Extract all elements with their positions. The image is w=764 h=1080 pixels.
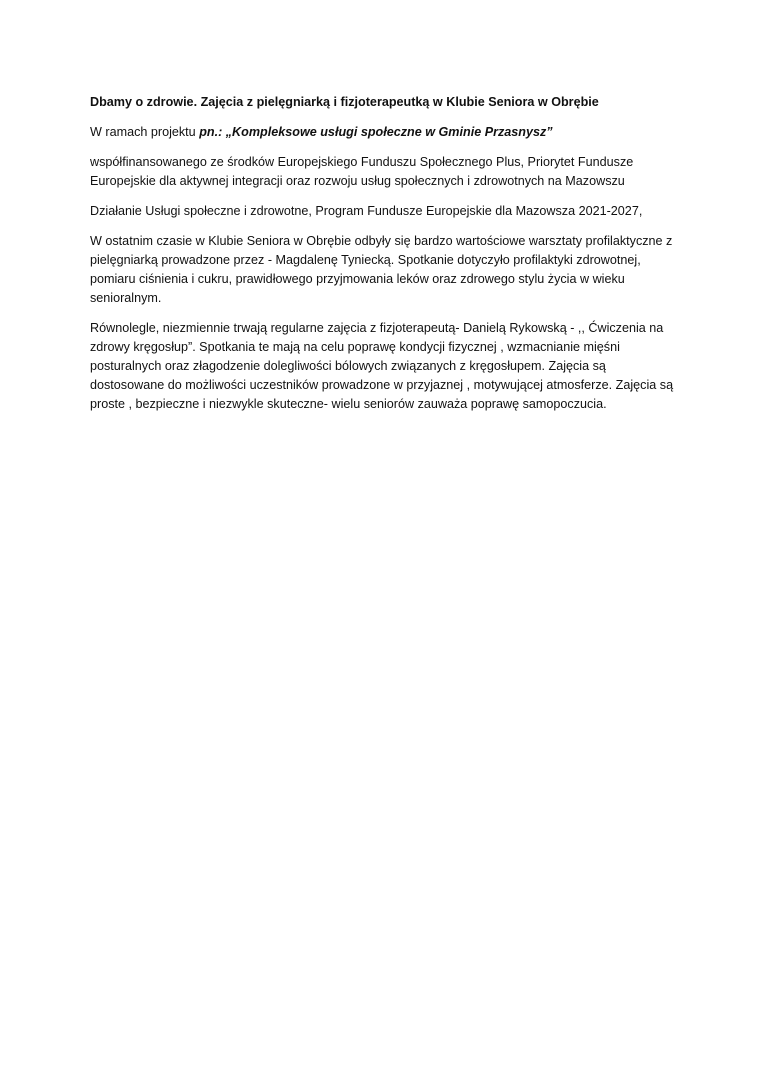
action-paragraph: Działanie Usługi społeczne i zdrowotne, Program Fundusze Europejskie dla Mazowsza 2021-2027, [90, 204, 643, 218]
document-title: Dbamy o zdrowie. Zajęcia z pielęgniarką i fizjoterapeutką w Klubie Seniora w Obrębie [90, 95, 599, 109]
project-prefix: W ramach projektu [90, 125, 200, 139]
physiotherapy-paragraph: Równolegle, niezmiennie trwają regularne zajęcia z fizjoterapeutą- Danielą Rykowską - ,, Ćwiczenia na zdrowy kręgosłup”. Spotkania te mają na celu poprawę kondycji fizycznej , wzmacnianie mięśni posturalnych oraz złagodzenie dolegliwości bólowych związanych z kręgosłupem. Zajęcia są dostosowane do możliwości uczestników prowadzone w przyjaznej , motywującej atmosferze. Zajęcia są proste , bezpieczne i niezwykle skuteczne- wielu seniorów zauważa poprawę samopoczucia. [90, 321, 674, 411]
workshop-paragraph: W ostatnim czasie w Klubie Seniora w Obrębie odbyły się bardzo wartościowe warsztaty profilaktyczne z pielęgniarką prowadzone przez - Magdalenę Tyniecką. Spotkanie dotyczyło profilaktyki zdrowotnej, pomiaru ciśnienia i cukru, prawidłowego przyjmowania leków oraz zdrowego stylu życia w wieku senioralnym. [90, 234, 673, 305]
project-name: pn.: „Kompleksowe usługi społeczne w Gminie Przasnysz” [199, 125, 553, 139]
document-body [90, 93, 680, 425]
project-line [90, 123, 680, 142]
funding-paragraph: współfinansowanego ze środków Europejskiego Funduszu Społecznego Plus, Priorytet Fundusze Europejskie dla aktywnej integracji oraz rozwoju usług społecznych i zdrowotnych na Mazowszu [90, 155, 634, 188]
